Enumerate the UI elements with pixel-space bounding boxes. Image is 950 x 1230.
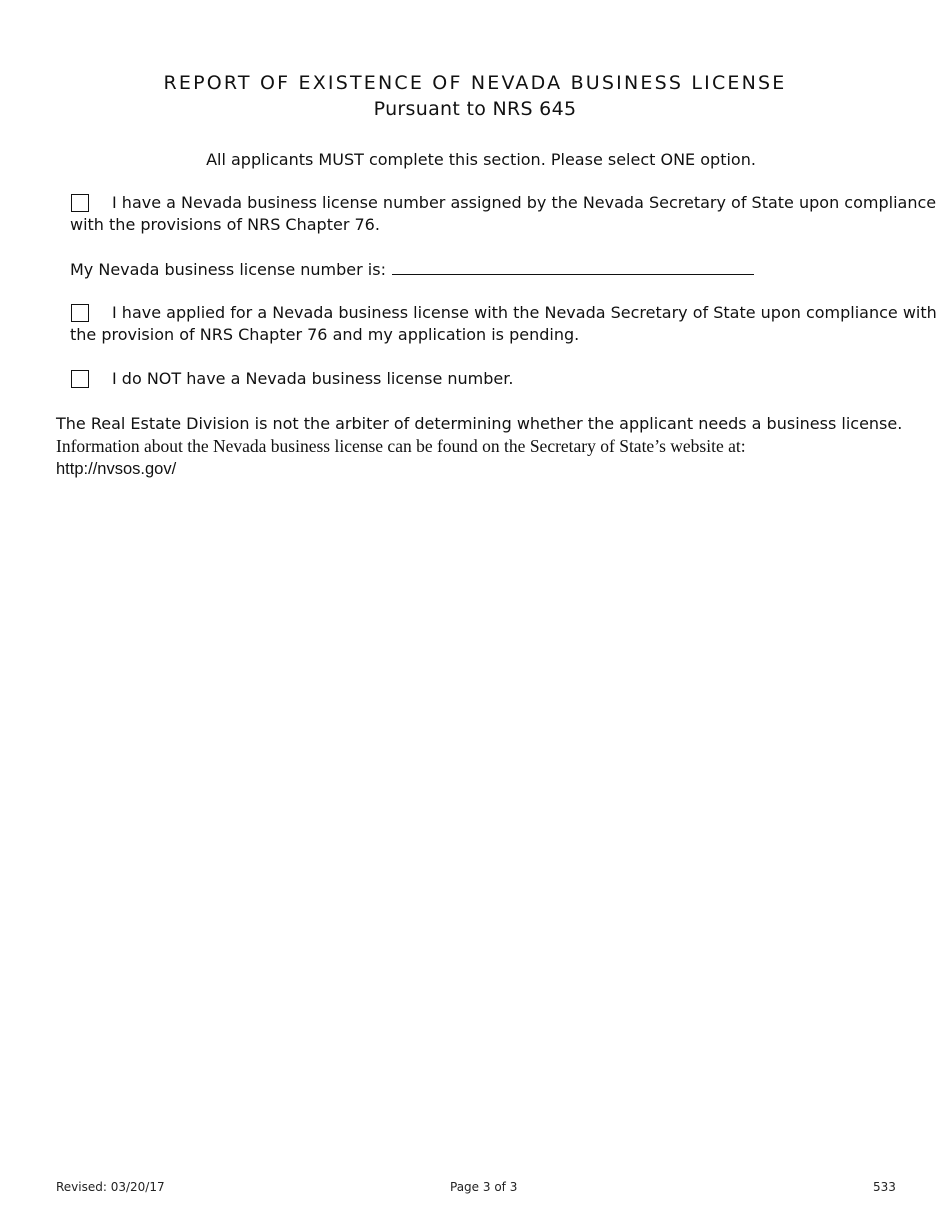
option-has-license-label: I have a Nevada business license number assigned by the Nevada Secretary of State upon compliance: [112, 193, 937, 212]
license-number-row: [70, 259, 754, 281]
license-number-label: My Nevada business license number is:: [70, 260, 386, 279]
page-title: REPORT OF EXISTENCE OF NEVADA BUSINESS LICENSE: [163, 72, 787, 94]
footer-revised-date: Revised: 03/20/17: [56, 1180, 165, 1194]
disclaimer-info-text: Information about the Nevada business license can be found on the Secretary of State’s website at:: [56, 436, 746, 456]
option-no-license-checkbox[interactable]: [71, 370, 89, 388]
footer-page-number: Page 3 of 3: [450, 1180, 518, 1194]
option-has-license-checkbox[interactable]: [71, 194, 89, 212]
page-subtitle: Pursuant to NRS 645: [373, 98, 577, 120]
option-application-pending-label: I have applied for a Nevada business license with the Nevada Secretary of State upon compliance with: [112, 303, 937, 322]
footer-form-number: 533: [873, 1180, 896, 1194]
instructions-text: All applicants MUST complete this section. Please select ONE option.: [206, 150, 756, 169]
option-application-pending-label-cont: the provision of NRS Chapter 76 and my application is pending.: [70, 325, 580, 344]
option-has-license-label-cont: with the provisions of NRS Chapter 76.: [70, 215, 380, 234]
nvsos-link[interactable]: http://nvsos.gov/: [56, 460, 177, 478]
option-no-license-label: I do NOT have a Nevada business license number.: [112, 369, 514, 388]
disclaimer-text: The Real Estate Division is not the arbiter of determining whether the applicant needs a business license.: [56, 414, 903, 433]
license-number-field[interactable]: [392, 259, 754, 275]
option-application-pending-checkbox[interactable]: [71, 304, 89, 322]
